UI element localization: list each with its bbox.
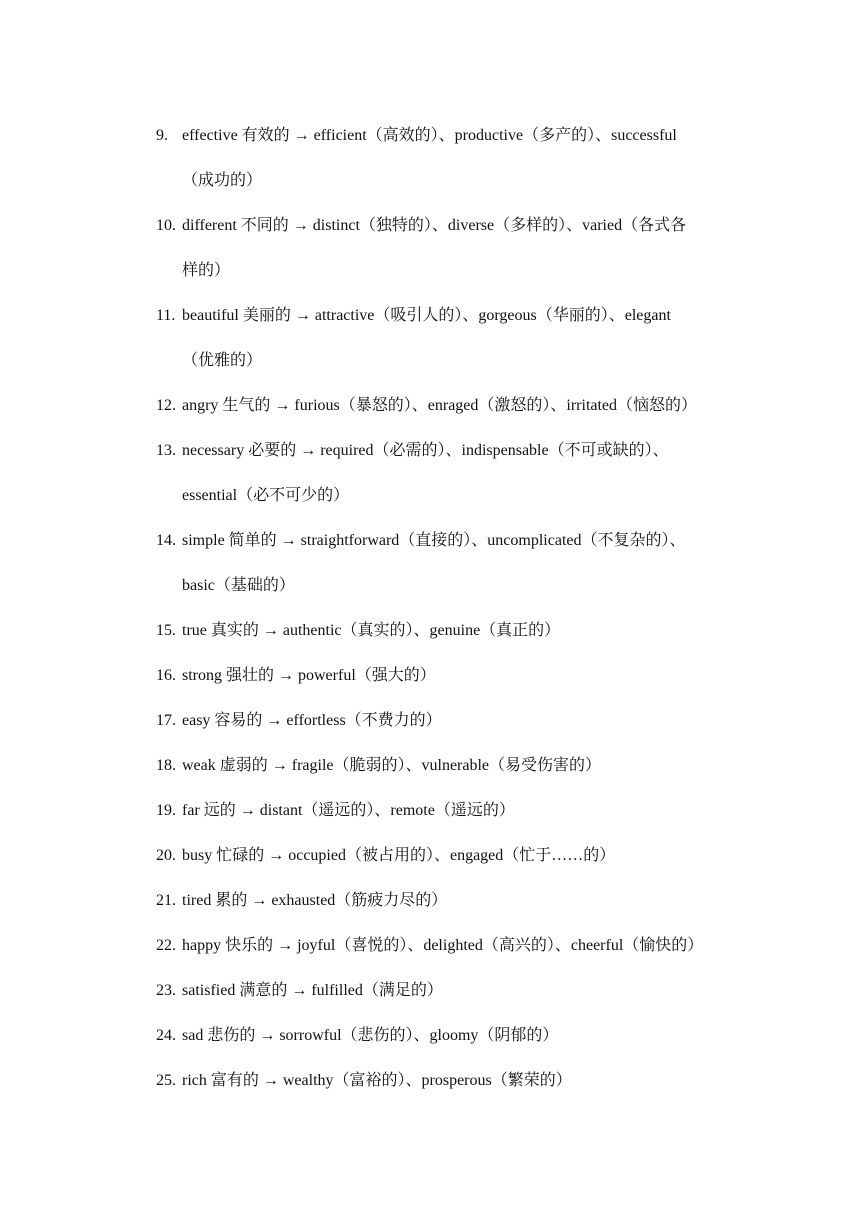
item-text: tired 累的 → exhausted（筋疲力尽的）	[182, 892, 448, 909]
item-text: weak 虚弱的 → fragile（脆弱的）、vulnerable（易受伤害的）	[182, 757, 602, 774]
list-item	[156, 518, 746, 608]
list-item	[156, 608, 746, 653]
list-item	[156, 113, 746, 203]
list-item	[156, 698, 746, 743]
item-number: 14.	[156, 532, 176, 549]
list-item	[156, 833, 746, 878]
item-text-continuation: basic（基础的）	[182, 577, 295, 594]
list-item	[156, 383, 746, 428]
item-number: 17.	[156, 712, 176, 729]
item-number: 18.	[156, 757, 176, 774]
item-text-continuation: （成功的）	[182, 172, 263, 189]
vocabulary-list	[156, 113, 746, 1103]
list-item	[156, 653, 746, 698]
item-text: rich 富有的 → wealthy（富裕的）、prosperous（繁荣的）	[182, 1072, 572, 1089]
item-text: angry 生气的 → furious（暴怒的）、enraged（激怒的）、irritated（恼怒的）	[182, 397, 698, 414]
item-text: happy 快乐的 → joyful（喜悦的）、delighted（高兴的）、cheerful（愉快的）	[182, 937, 704, 954]
list-item	[156, 203, 746, 293]
item-number: 9.	[156, 127, 168, 144]
item-number: 24.	[156, 1027, 176, 1044]
list-item	[156, 293, 746, 383]
item-number: 12.	[156, 397, 176, 414]
item-text: satisfied 满意的 → fulfilled（满足的）	[182, 982, 443, 999]
item-number: 22.	[156, 937, 176, 954]
item-text: true 真实的 → authentic（真实的）、genuine（真正的）	[182, 622, 561, 639]
item-text: simple 简单的 → straightforward（直接的）、uncomplicated（不复杂的）、	[182, 532, 686, 549]
item-text: effective 有效的 → efficient（高效的）、productive（多产的）、successful	[182, 127, 677, 144]
item-text: different 不同的 → distinct（独特的）、diverse（多样的）、varied（各式各	[182, 217, 687, 234]
item-number: 16.	[156, 667, 176, 684]
item-number: 25.	[156, 1072, 176, 1089]
list-item	[156, 1058, 746, 1103]
item-number: 20.	[156, 847, 176, 864]
item-text-continuation: （优雅的）	[182, 352, 263, 369]
item-number: 10.	[156, 217, 176, 234]
list-item	[156, 743, 746, 788]
list-item	[156, 428, 746, 518]
item-text: strong 强壮的 → powerful（强大的）	[182, 667, 436, 684]
item-text: sad 悲伤的 → sorrowful（悲伤的）、gloomy（阴郁的）	[182, 1027, 559, 1044]
item-text-continuation: 样的）	[182, 262, 231, 279]
item-text: easy 容易的 → effortless（不费力的）	[182, 712, 442, 729]
item-number: 21.	[156, 892, 176, 909]
item-text: far 远的 → distant（遥远的）、remote（遥远的）	[182, 802, 515, 819]
item-number: 23.	[156, 982, 176, 999]
item-number: 13.	[156, 442, 176, 459]
item-number: 15.	[156, 622, 176, 639]
list-item	[156, 923, 746, 968]
list-item	[156, 968, 746, 1013]
list-item	[156, 878, 746, 923]
list-item	[156, 788, 746, 833]
item-text: beautiful 美丽的 → attractive（吸引人的）、gorgeous（华丽的）、elegant	[182, 307, 671, 324]
item-number: 11.	[156, 307, 176, 324]
list-item	[156, 1013, 746, 1058]
item-text-continuation: essential（必不可少的）	[182, 487, 350, 504]
item-text: busy 忙碌的 → occupied（被占用的）、engaged（忙于……的）	[182, 847, 616, 864]
item-number: 19.	[156, 802, 176, 819]
item-text: necessary 必要的 → required（必需的）、indispensable（不可或缺的）、	[182, 442, 669, 459]
